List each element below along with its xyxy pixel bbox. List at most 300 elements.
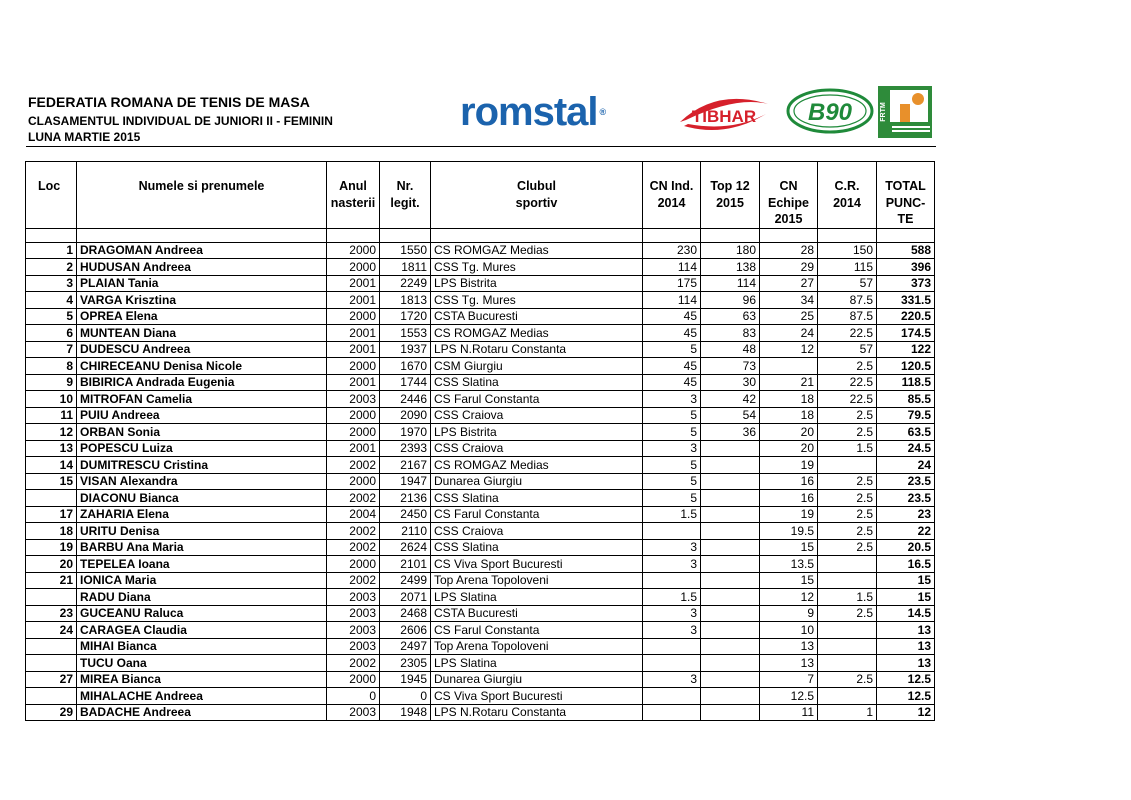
cell-license: 1937 [380, 341, 431, 358]
cell-name: DRAGOMAN Andreea [77, 242, 327, 259]
cell-top12: 30 [701, 374, 760, 391]
cell-cn-ind: 3 [643, 671, 701, 688]
cell-name: BADACHE Andreea [77, 704, 327, 721]
cell-loc [26, 688, 77, 705]
romstal-wordmark: romstal [460, 90, 598, 134]
cell-name: DUDESCU Andreea [77, 341, 327, 358]
cell-cn-echipe: 19 [760, 457, 818, 474]
cell-cn-ind: 5 [643, 490, 701, 507]
cell-name: ORBAN Sonia [77, 424, 327, 441]
cell-top12: 83 [701, 325, 760, 342]
cell-total: 120.5 [877, 358, 935, 375]
cell-cn-ind [643, 638, 701, 655]
table-row [26, 655, 935, 672]
cell-cn-echipe: 29 [760, 259, 818, 276]
cell-top12 [701, 688, 760, 705]
cell-license: 2249 [380, 275, 431, 292]
tibhar-wordmark: TIBHAR [691, 107, 757, 126]
cell-cn-ind: 5 [643, 457, 701, 474]
cell-cn-echipe: 25 [760, 308, 818, 325]
cell-year: 2003 [327, 622, 380, 639]
sponsor-logos [460, 84, 935, 140]
col-header-year: Anul nasterii [327, 162, 380, 229]
cell-year: 2000 [327, 556, 380, 573]
cell-name: MIHALACHE Andreea [77, 688, 327, 705]
cell-year: 2002 [327, 572, 380, 589]
cell-top12: 42 [701, 391, 760, 408]
cell-year: 2002 [327, 655, 380, 672]
cell-total: 13 [877, 622, 935, 639]
cell-year: 2002 [327, 457, 380, 474]
cell-total: 396 [877, 259, 935, 276]
cell-cr [818, 655, 877, 672]
cell-cn-echipe: 12.5 [760, 688, 818, 705]
cell-loc: 24 [26, 622, 77, 639]
cell-loc: 18 [26, 523, 77, 540]
cell-cn-ind: 45 [643, 325, 701, 342]
col-header-cn-echipe: CN Echipe 2015 [760, 162, 818, 229]
cell-license: 1744 [380, 374, 431, 391]
cell-cn-echipe: 18 [760, 391, 818, 408]
cell-club: CSS Slatina [431, 539, 643, 556]
cell-name: VARGA Krisztina [77, 292, 327, 309]
ranking-table [25, 161, 935, 721]
cell-cr [818, 688, 877, 705]
cell-cn-ind: 114 [643, 259, 701, 276]
cell-total: 373 [877, 275, 935, 292]
cell-name: CARAGEA Claudia [77, 622, 327, 639]
cell-total: 16.5 [877, 556, 935, 573]
cell-cn-ind: 3 [643, 539, 701, 556]
col-header-cn-ind: CN Ind. 2014 [643, 162, 701, 229]
table-row [26, 490, 935, 507]
frtm-logo [878, 86, 932, 138]
cell-year: 2003 [327, 391, 380, 408]
header-divider [26, 146, 936, 147]
cell-cn-echipe: 7 [760, 671, 818, 688]
table-row [26, 457, 935, 474]
cell-cr: 1.5 [818, 589, 877, 606]
cell-loc: 15 [26, 473, 77, 490]
col-header-top12: Top 12 2015 [701, 162, 760, 229]
cell-license: 1948 [380, 704, 431, 721]
cell-club: CS ROMGAZ Medias [431, 457, 643, 474]
cell-name: TUCU Oana [77, 655, 327, 672]
cell-club: CS Viva Sport Bucuresti [431, 556, 643, 573]
cell-cn-echipe: 20 [760, 424, 818, 441]
col-header-club: Clubul sportiv [431, 162, 643, 229]
cell-club: CSS Slatina [431, 374, 643, 391]
cell-top12: 36 [701, 424, 760, 441]
cell-cn-echipe [760, 358, 818, 375]
cell-loc: 3 [26, 275, 77, 292]
cell-license: 1811 [380, 259, 431, 276]
cell-club: CSTA Bucuresti [431, 605, 643, 622]
cell-loc: 29 [26, 704, 77, 721]
table-header-row [26, 162, 935, 229]
cell-total: 15 [877, 589, 935, 606]
table-row [26, 374, 935, 391]
cell-top12 [701, 556, 760, 573]
cell-license: 2499 [380, 572, 431, 589]
cell-cn-ind: 45 [643, 374, 701, 391]
cell-loc: 4 [26, 292, 77, 309]
cell-club: LPS Slatina [431, 655, 643, 672]
cell-name: GUCEANU Raluca [77, 605, 327, 622]
cell-cn-ind: 5 [643, 341, 701, 358]
cell-total: 79.5 [877, 407, 935, 424]
cell-club: CSS Craiova [431, 523, 643, 540]
cell-total: 63.5 [877, 424, 935, 441]
cell-total: 118.5 [877, 374, 935, 391]
table-row [26, 440, 935, 457]
cell-loc: 14 [26, 457, 77, 474]
cell-cn-ind: 45 [643, 358, 701, 375]
cell-cr: 1.5 [818, 440, 877, 457]
cell-year: 2003 [327, 638, 380, 655]
cell-club: LPS Slatina [431, 589, 643, 606]
cell-loc: 8 [26, 358, 77, 375]
cell-cr: 2.5 [818, 523, 877, 540]
cell-loc [26, 638, 77, 655]
cell-cn-ind: 3 [643, 391, 701, 408]
cell-license: 2450 [380, 506, 431, 523]
cell-loc: 12 [26, 424, 77, 441]
cell-year: 2001 [327, 292, 380, 309]
cell-cn-echipe: 18 [760, 407, 818, 424]
cell-cr: 22.5 [818, 374, 877, 391]
col-header-license: Nr. legit. [380, 162, 431, 229]
table-row [26, 407, 935, 424]
cell-club: LPS Bistrita [431, 424, 643, 441]
cell-total: 15 [877, 572, 935, 589]
cell-name: MIHAI Bianca [77, 638, 327, 655]
table-row [26, 424, 935, 441]
cell-cn-echipe: 16 [760, 473, 818, 490]
cell-year: 2000 [327, 308, 380, 325]
cell-cr: 2.5 [818, 539, 877, 556]
cell-top12 [701, 704, 760, 721]
table-row [26, 704, 935, 721]
cell-name: MIREA Bianca [77, 671, 327, 688]
cell-year: 2004 [327, 506, 380, 523]
cell-loc: 5 [26, 308, 77, 325]
cell-cr: 1 [818, 704, 877, 721]
cell-cn-ind [643, 655, 701, 672]
cell-top12: 138 [701, 259, 760, 276]
table-row [26, 572, 935, 589]
table-row [26, 358, 935, 375]
b90-logo [786, 88, 874, 134]
cell-license: 2606 [380, 622, 431, 639]
cell-club: Dunarea Giurgiu [431, 473, 643, 490]
cell-cr: 87.5 [818, 308, 877, 325]
cell-cr [818, 622, 877, 639]
col-header-total: TOTAL PUNC-TE [877, 162, 935, 229]
table-row [26, 325, 935, 342]
cell-year: 2003 [327, 704, 380, 721]
cell-loc: 2 [26, 259, 77, 276]
cell-total: 122 [877, 341, 935, 358]
cell-cn-echipe: 34 [760, 292, 818, 309]
cell-cr: 2.5 [818, 605, 877, 622]
cell-loc [26, 589, 77, 606]
cell-name: PUIU Andreea [77, 407, 327, 424]
cell-loc: 17 [26, 506, 77, 523]
cell-cn-ind: 175 [643, 275, 701, 292]
cell-top12: 73 [701, 358, 760, 375]
cell-year: 2001 [327, 275, 380, 292]
cell-year: 2001 [327, 374, 380, 391]
cell-license: 1945 [380, 671, 431, 688]
cell-cn-echipe: 12 [760, 589, 818, 606]
cell-year: 2001 [327, 325, 380, 342]
table-row [26, 638, 935, 655]
cell-total: 24 [877, 457, 935, 474]
cell-cn-echipe: 15 [760, 572, 818, 589]
cell-top12: 54 [701, 407, 760, 424]
cell-cn-ind: 3 [643, 605, 701, 622]
cell-loc: 21 [26, 572, 77, 589]
cell-cn-ind: 3 [643, 556, 701, 573]
cell-total: 23.5 [877, 490, 935, 507]
cell-club: CS ROMGAZ Medias [431, 325, 643, 342]
cell-year: 2002 [327, 539, 380, 556]
cell-cn-ind [643, 523, 701, 540]
cell-name: ZAHARIA Elena [77, 506, 327, 523]
table-row [26, 605, 935, 622]
cell-cn-ind: 3 [643, 622, 701, 639]
table-row [26, 259, 935, 276]
cell-cr: 57 [818, 341, 877, 358]
cell-club: Dunarea Giurgiu [431, 671, 643, 688]
cell-loc: 13 [26, 440, 77, 457]
cell-name: BIBIRICA Andrada Eugenia [77, 374, 327, 391]
cell-license: 2468 [380, 605, 431, 622]
cell-year: 2000 [327, 407, 380, 424]
cell-club: Top Arena Topoloveni [431, 638, 643, 655]
cell-year: 0 [327, 688, 380, 705]
cell-total: 331.5 [877, 292, 935, 309]
cell-cr: 2.5 [818, 490, 877, 507]
cell-license: 2136 [380, 490, 431, 507]
cell-name: VISAN Alexandra [77, 473, 327, 490]
cell-year: 2001 [327, 440, 380, 457]
cell-cr [818, 638, 877, 655]
cell-club: Top Arena Topoloveni [431, 572, 643, 589]
cell-total: 12.5 [877, 671, 935, 688]
cell-cr: 22.5 [818, 391, 877, 408]
cell-cn-ind: 114 [643, 292, 701, 309]
cell-cn-echipe: 13 [760, 655, 818, 672]
cell-license: 1813 [380, 292, 431, 309]
cell-year: 2001 [327, 341, 380, 358]
cell-club: CSS Slatina [431, 490, 643, 507]
table-row [26, 539, 935, 556]
cell-year: 2000 [327, 242, 380, 259]
cell-year: 2000 [327, 473, 380, 490]
cell-license: 1720 [380, 308, 431, 325]
cell-cn-echipe: 20 [760, 440, 818, 457]
cell-total: 20.5 [877, 539, 935, 556]
cell-club: CS Farul Constanta [431, 622, 643, 639]
cell-license: 2624 [380, 539, 431, 556]
cell-loc: 7 [26, 341, 77, 358]
cell-total: 22 [877, 523, 935, 540]
cell-cn-ind: 5 [643, 407, 701, 424]
cell-loc: 10 [26, 391, 77, 408]
cell-cn-ind: 1.5 [643, 589, 701, 606]
cell-cr [818, 556, 877, 573]
cell-cn-ind: 45 [643, 308, 701, 325]
cell-loc: 23 [26, 605, 77, 622]
cell-cn-ind [643, 688, 701, 705]
cell-license: 2497 [380, 638, 431, 655]
cell-total: 588 [877, 242, 935, 259]
cell-cr: 2.5 [818, 671, 877, 688]
cell-club: LPS Bistrita [431, 275, 643, 292]
cell-loc: 27 [26, 671, 77, 688]
cell-cn-ind [643, 704, 701, 721]
table-row [26, 671, 935, 688]
table-row [26, 556, 935, 573]
table-row [26, 473, 935, 490]
cell-top12: 63 [701, 308, 760, 325]
cell-club: CS Farul Constanta [431, 391, 643, 408]
cell-club: CSM Giurgiu [431, 358, 643, 375]
cell-club: LPS N.Rotaru Constanta [431, 704, 643, 721]
cell-cr: 115 [818, 259, 877, 276]
cell-top12 [701, 523, 760, 540]
cell-loc [26, 490, 77, 507]
cell-cr [818, 457, 877, 474]
cell-club: CS ROMGAZ Medias [431, 242, 643, 259]
cell-cr: 2.5 [818, 407, 877, 424]
cell-license: 2305 [380, 655, 431, 672]
cell-year: 2002 [327, 490, 380, 507]
table-row [26, 391, 935, 408]
cell-loc: 9 [26, 374, 77, 391]
cell-license: 2110 [380, 523, 431, 540]
cell-name: POPESCU Luiza [77, 440, 327, 457]
cell-cn-echipe: 27 [760, 275, 818, 292]
cell-year: 2002 [327, 523, 380, 540]
cell-name: RADU Diana [77, 589, 327, 606]
cell-name: IONICA Maria [77, 572, 327, 589]
cell-loc: 6 [26, 325, 77, 342]
cell-license: 0 [380, 688, 431, 705]
ranking-rows [26, 228, 935, 721]
cell-license: 1670 [380, 358, 431, 375]
cell-year: 2003 [327, 605, 380, 622]
table-row [26, 688, 935, 705]
table-row [26, 506, 935, 523]
col-header-loc: Loc [26, 162, 77, 229]
cell-loc: 20 [26, 556, 77, 573]
cell-cn-ind [643, 572, 701, 589]
frtm-wordmark: FRTM [880, 102, 887, 122]
cell-license: 2101 [380, 556, 431, 573]
cell-cn-echipe: 12 [760, 341, 818, 358]
cell-cn-ind: 5 [643, 424, 701, 441]
cell-club: CSS Tg. Mures [431, 259, 643, 276]
b90-wordmark: B90 [807, 99, 853, 126]
cell-top12: 48 [701, 341, 760, 358]
cell-year: 2000 [327, 671, 380, 688]
cell-cn-echipe: 13.5 [760, 556, 818, 573]
cell-cn-echipe: 10 [760, 622, 818, 639]
cell-top12: 180 [701, 242, 760, 259]
cell-cn-echipe: 24 [760, 325, 818, 342]
cell-top12 [701, 473, 760, 490]
cell-top12 [701, 490, 760, 507]
cell-club: CSS Tg. Mures [431, 292, 643, 309]
cell-cn-echipe: 19.5 [760, 523, 818, 540]
cell-cr: 2.5 [818, 506, 877, 523]
cell-top12 [701, 589, 760, 606]
cell-loc [26, 655, 77, 672]
cell-club: CS Viva Sport Bucuresti [431, 688, 643, 705]
table-row [26, 308, 935, 325]
cell-name: BARBU Ana Maria [77, 539, 327, 556]
cell-cr: 22.5 [818, 325, 877, 342]
cell-name: MITROFAN Camelia [77, 391, 327, 408]
cell-name: DIACONU Bianca [77, 490, 327, 507]
col-header-cr: C.R. 2014 [818, 162, 877, 229]
cell-license: 1947 [380, 473, 431, 490]
cell-loc: 19 [26, 539, 77, 556]
document-subtitle: CLASAMENTUL INDIVIDUAL DE JUNIORI II - FEMININ [28, 114, 333, 128]
cell-year: 2000 [327, 259, 380, 276]
cell-cn-echipe: 21 [760, 374, 818, 391]
document-month: LUNA MARTIE 2015 [28, 130, 141, 144]
cell-club: CSS Craiova [431, 440, 643, 457]
table-row [26, 242, 935, 259]
cell-cn-echipe: 13 [760, 638, 818, 655]
cell-total: 85.5 [877, 391, 935, 408]
cell-cn-echipe: 15 [760, 539, 818, 556]
cell-total: 12 [877, 704, 935, 721]
cell-top12: 114 [701, 275, 760, 292]
cell-year: 2000 [327, 358, 380, 375]
cell-club: CSS Craiova [431, 407, 643, 424]
cell-license: 2071 [380, 589, 431, 606]
cell-cn-echipe: 19 [760, 506, 818, 523]
cell-license: 1553 [380, 325, 431, 342]
cell-cn-echipe: 16 [760, 490, 818, 507]
cell-total: 174.5 [877, 325, 935, 342]
cell-name: PLAIAN Tania [77, 275, 327, 292]
cell-license: 2446 [380, 391, 431, 408]
cell-license: 2090 [380, 407, 431, 424]
table-row [26, 523, 935, 540]
cell-cr: 2.5 [818, 424, 877, 441]
cell-total: 220.5 [877, 308, 935, 325]
cell-year: 2003 [327, 589, 380, 606]
table-row [26, 622, 935, 639]
cell-name: CHIRECEANU Denisa Nicole [77, 358, 327, 375]
cell-loc: 11 [26, 407, 77, 424]
cell-cn-ind: 5 [643, 473, 701, 490]
cell-cn-ind: 1.5 [643, 506, 701, 523]
cell-top12 [701, 622, 760, 639]
cell-total: 23 [877, 506, 935, 523]
cell-cn-ind: 230 [643, 242, 701, 259]
cell-cr: 2.5 [818, 473, 877, 490]
cell-top12: 96 [701, 292, 760, 309]
romstal-logo [460, 90, 605, 134]
cell-top12 [701, 457, 760, 474]
